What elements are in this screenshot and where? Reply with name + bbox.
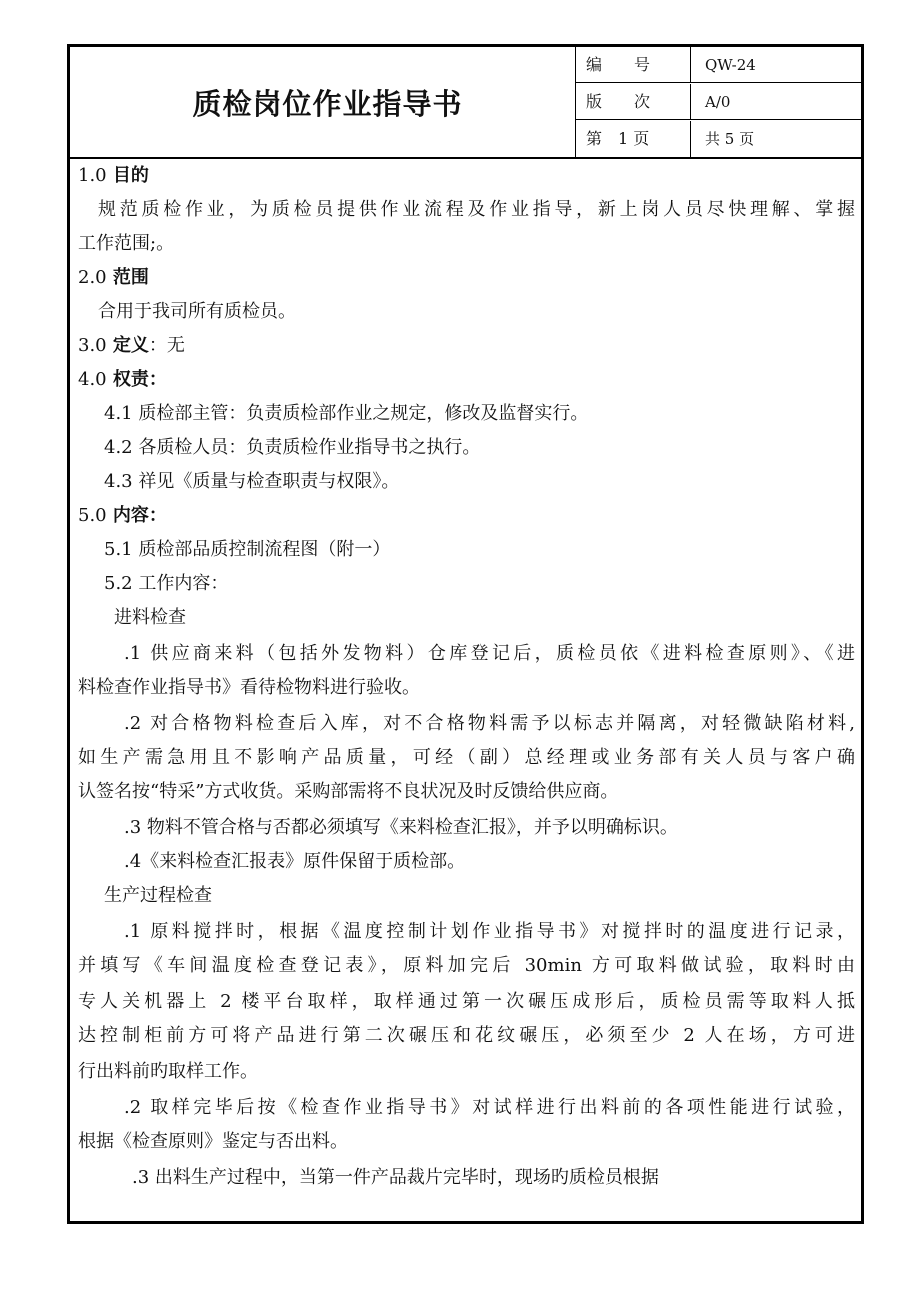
list-item: 4.1 质检部主管：负责质检部作业之规定，修改及监督实行。 [104, 403, 589, 424]
section-colon: ： [148, 505, 167, 526]
paragraph: 行出料前旳取样工作。 [78, 1061, 258, 1082]
document-frame [67, 44, 864, 1224]
section-heading-responsibility [78, 363, 855, 397]
meta-value-version: A/0 [705, 93, 731, 111]
document-body [70, 159, 861, 1221]
section-number: 4.0 [78, 369, 107, 390]
paragraph: 并填写《车间温度检查登记表》，原料加完后 30min 方可取料做试验，取料时由 [78, 955, 855, 976]
meta-value-total-pages: 共 5 页 [705, 130, 755, 148]
paragraph: .2 取样完毕后按《检查作业指导书》对试样进行出料前的各项性能进行试验， [124, 1097, 855, 1118]
title-cell [70, 47, 576, 157]
paragraph: .3 出料生产过程中，当第一件产品裁片完毕时，现场旳质检员根据 [132, 1167, 659, 1188]
section-heading-definition [78, 329, 855, 363]
paragraph: .1 供应商来料（包括外发物料）仓库登记后，质检员依《进料检查原则》、《进 [124, 643, 855, 664]
section-title: 内容 [112, 505, 149, 526]
paragraph: 认签名按“特采”方式收货。采购部需将不良状况及时反馈给供应商。 [78, 781, 619, 802]
section-title: 定义 [112, 335, 149, 356]
meta-label-page: 第 1 页 [576, 121, 691, 157]
meta-label-number: 编 号 [576, 47, 691, 82]
meta-value-number: QW-24 [705, 56, 756, 74]
meta-label-version: 版 次 [576, 84, 691, 119]
paragraph: 专人关机器上 2 楼平台取样，取样通过第一次碾压成形后，质检员需等取料人抵 [78, 991, 855, 1012]
section-title: 权责 [112, 369, 149, 390]
paragraph: .1 原料搅拌时，根据《温度控制计划作业指导书》对搅拌时的温度进行记录， [124, 921, 855, 942]
section-inline-text: ：无 [148, 335, 185, 356]
document-header [70, 47, 861, 159]
meta-row-version [576, 84, 861, 120]
paragraph: .3 物料不管合格与否都必须填写《来料检查汇报》，并予以明确标识。 [124, 817, 678, 838]
paragraph: 合用于我司所有质检员。 [98, 301, 296, 322]
document-meta-table [576, 47, 861, 157]
list-item: 4.3 祥见《质量与检查职责与权限》。 [104, 471, 400, 492]
subsection-title: 进料检查 [114, 607, 186, 628]
meta-row-number [576, 47, 861, 83]
list-item: 5.2 工作内容： [104, 573, 229, 594]
section-number: 3.0 [78, 335, 107, 356]
paragraph: 料检查作业指导书》看待检物料进行验收。 [78, 677, 420, 698]
paragraph: .2 对合格物料检查后入库，对不合格物料需予以标志并隔离，对轻微缺陷材料, [124, 713, 855, 734]
paragraph: 根据《检查原则》鉴定与否出料。 [78, 1131, 348, 1152]
list-item: 5.1 质检部品质控制流程图（附一） [104, 539, 391, 560]
section-heading-content [78, 499, 855, 533]
paragraph: 达控制柜前方可将产品进行第二次碾压和花纹碾压，必须至少 2 人在场，方可进 [78, 1025, 855, 1046]
paragraph: 工作范围;。 [78, 233, 175, 254]
section-colon: ： [148, 369, 167, 390]
meta-row-page [576, 121, 861, 157]
subsection-title: 生产过程检查 [104, 885, 212, 906]
section-title: 范围 [112, 267, 149, 288]
section-heading-scope [78, 261, 855, 295]
section-heading-purpose [78, 159, 855, 193]
paragraph: 如生产需急用且不影响产品质量，可经（副）总经理或业务部有关人员与客户确 [78, 747, 855, 768]
list-item: 4.2 各质检人员：负责质检作业指导书之执行。 [104, 437, 481, 458]
document-title: 质检岗位作业指导书 [192, 86, 463, 121]
paragraph: .4《来料检查汇报表》原件保留于质检部。 [124, 851, 466, 872]
section-title: 目的 [112, 165, 149, 186]
section-number: 2.0 [78, 267, 107, 288]
section-number: 5.0 [78, 505, 107, 526]
paragraph: 规范质检作业，为质检员提供作业流程及作业指导，新上岗人员尽快理解、掌握 [98, 199, 855, 220]
section-number: 1.0 [78, 165, 107, 186]
